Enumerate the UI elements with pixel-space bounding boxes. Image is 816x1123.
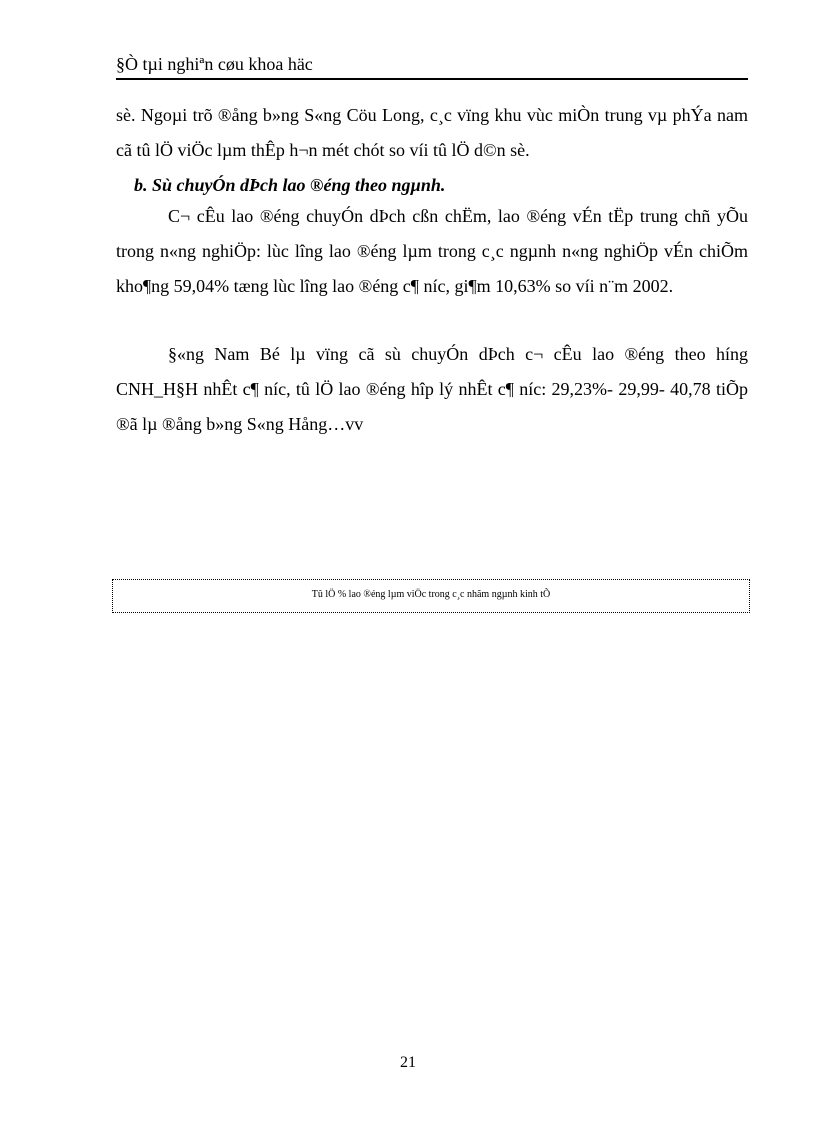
figure-caption-box xyxy=(112,579,750,613)
section-heading: b. Sù chuyÓn dÞch lao ®éng theo ngµnh. xyxy=(134,175,446,195)
paragraph-southeast-region: §«ng Nam Bé lµ vïng cã sù chuyÓn dÞch c¬ cÊu lao ®éng theo híng CNH_H§H nhÊt c¶ níc, tû lÖ lao ®éng hîp lý nhÊt c¶ níc: 29,23%- 29,99- 40,78 tiÕp ®ã lµ ®ång b»ng S«ng Hång…vv xyxy=(116,344,748,434)
figure-caption: Tû lÖ % lao ®éng lµm viÖc trong c¸c nhãm ngµnh kinh tÕ xyxy=(311,589,551,600)
paragraph-labor-structure: C¬ cÊu lao ®éng chuyÓn dÞch cßn chËm, lao ®éng vÉn tËp trung chñ yÕu trong n«ng nghiÖp: lùc lîng lao ®éng lµm trong c¸c ngµnh n«ng nghiÖp vÉn chiÕm kho¶ng 59,04% tæng lùc lîng lao ®éng c¶ níc, gi¶m 10,63% so víi n¨m 2002. xyxy=(116,206,748,296)
paragraph-intro: sè. Ngoµi trõ ®ång b»ng S«ng Cöu Long, c¸c vïng khu vùc miÒn trung vµ phÝa nam cã tû lÖ viÖc lµm thÊp h¬n mét chót so víi tû lÖ d©n sè. xyxy=(116,105,748,160)
running-header xyxy=(116,52,748,80)
page-number: 21 xyxy=(400,1054,416,1071)
running-header-title: §Ò tµi nghiªn cøu khoa häc xyxy=(116,54,313,74)
